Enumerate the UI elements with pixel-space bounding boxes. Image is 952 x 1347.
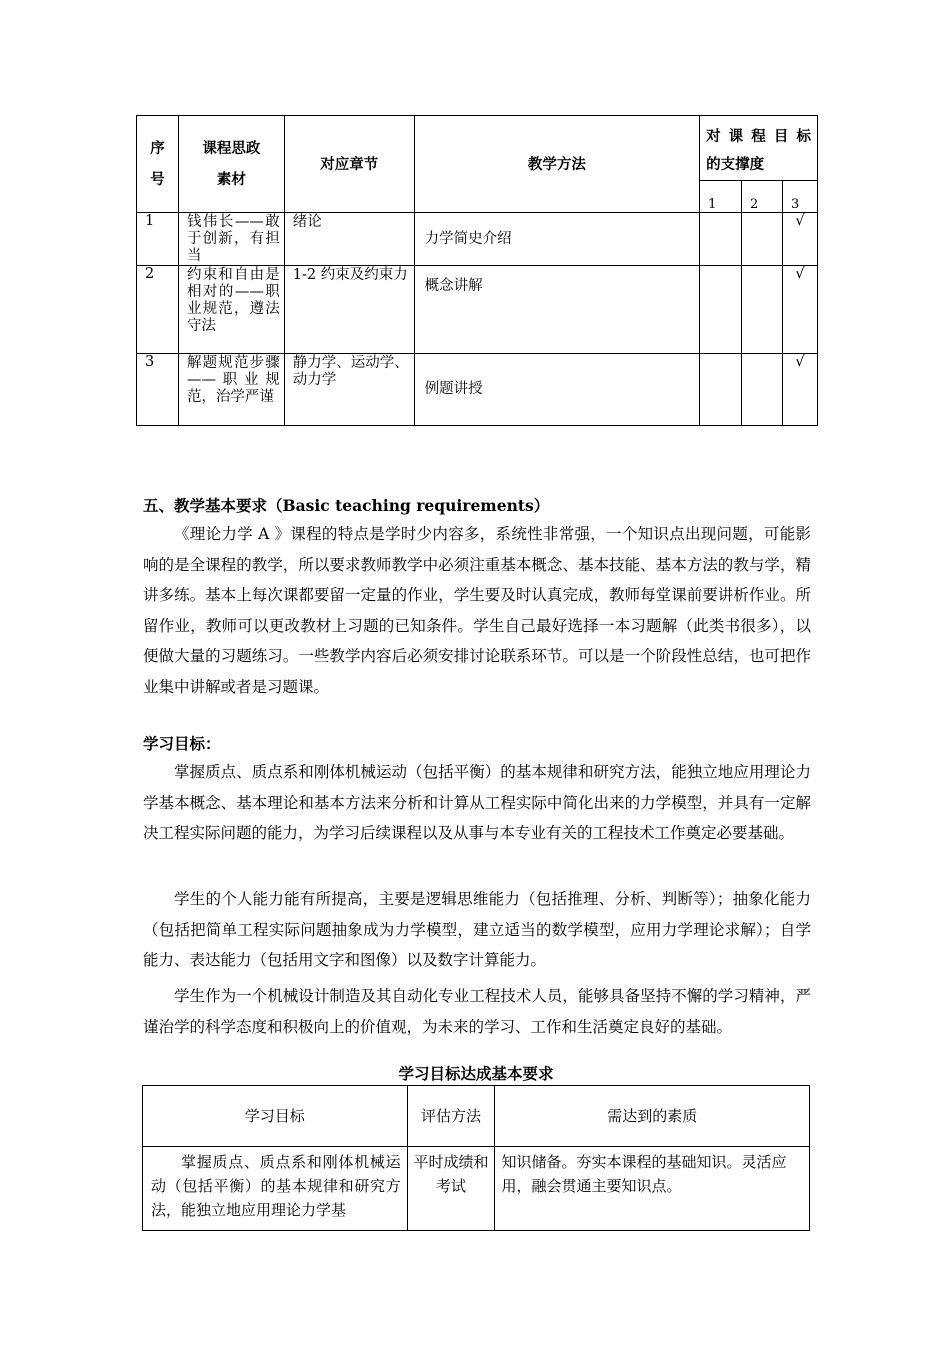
goals-paragraph-1: 掌握质点、质点系和刚体机械运动（包括平衡）的基本规律和研究方法，能独立地应用理论力学基本概念、基本理论和基本方法来分析和计算从工程实际中简化出来的力学模型，并具有一定解决工程实际问题的能力，为学习后续课程以及从事与本专业有关的工程技术工作奠定必要基础。 — [143, 763, 811, 842]
table-row — [137, 266, 818, 354]
row-method: 例题讲授 — [414, 354, 699, 426]
table-row — [137, 354, 818, 426]
row-goal-2 — [742, 213, 783, 266]
row-goal-2 — [742, 354, 783, 426]
row-material: 约束和自由是相对的——职业规范，遵法守法 — [178, 266, 284, 354]
row-material: 钱伟长——敢于创新，有担当 — [178, 213, 284, 266]
row-chapter: 1-2 约束及约束力 — [284, 266, 414, 354]
ideology-material-table — [136, 115, 818, 426]
table-row — [137, 213, 818, 266]
row-material: 解题规范步骤——职业规范，治学严谨 — [178, 354, 284, 426]
header-support: 对课程目标 的支撑度 — [700, 116, 818, 181]
header-material: 课程思政 素材 — [178, 116, 284, 213]
row-goal-3-check: √ — [782, 266, 817, 354]
header-seq: 序 号 — [137, 116, 179, 213]
row-chapter: 静力学、运动学、动力学 — [284, 354, 414, 426]
row-num: 1 — [137, 213, 179, 266]
row-num: 3 — [137, 354, 179, 426]
row-num: 2 — [137, 266, 179, 354]
cell-goal: 掌握质点、质点系和刚体机械运动（包括平衡）的基本规律和研究方法，能独立地应用理论力学基 — [143, 1147, 408, 1231]
header-assessment: 评估方法 — [407, 1086, 495, 1147]
section-heading-goals: 学习目标： — [143, 734, 221, 753]
header-quality: 需达到的素质 — [495, 1086, 810, 1147]
row-goal-3-check: √ — [782, 354, 817, 426]
row-method: 力学简史介绍 — [414, 213, 699, 266]
cell-quality: 知识储备。夯实本课程的基础知识。灵活应用，融会贯通主要知识点。 — [495, 1147, 810, 1231]
row-goal-1 — [700, 266, 742, 354]
cell-assessment: 平时成绩和考试 — [407, 1147, 495, 1231]
header-goal-2: 2 — [742, 181, 783, 213]
row-goal-1 — [700, 354, 742, 426]
goal-requirements-table — [142, 1085, 810, 1231]
goals-paragraph-2: 学生的个人能力能有所提高，主要是逻辑思维能力（包括推理、分析、判断等）；抽象化能力（包括把简单工程实际问题抽象成为力学模型，建立适当的数学模型，应用力学理论求解）；自学能力、表达能力（包括用文字和图像）以及数字计算能力。 — [143, 890, 811, 969]
section-heading-requirements: 五、教学基本要求（Basic teaching requirements） — [143, 496, 550, 515]
row-goal-3-check: √ — [782, 213, 817, 266]
table-caption: 学习目标达成基本要求 — [398, 1064, 554, 1083]
row-goal-2 — [742, 266, 783, 354]
header-chapter: 对应章节 — [284, 116, 414, 213]
row-chapter: 绪论 — [284, 213, 414, 266]
requirements-paragraph: 《理论力学 A 》课程的特点是学时少内容多，系统性非常强，一个知识点出现问题，可能影响的是全课程的教学，所以要求教师教学中必须注重基本概念、基本技能、基本方法的教与学，精讲多练。基本上每次课都要留一定量的作业，学生要及时认真完成，教师每堂课前要讲析作业。所留作业，教师可以更改教材上习题的已知条件。学生自己最好选择一本习题解（此类书很多），以便做大量的习题练习。一些教学内容后必须安排讨论联系环节。可以是一个阶段性总结，也可把作业集中讲解或者是习题课。 — [143, 525, 811, 696]
row-goal-1 — [700, 213, 742, 266]
table-row — [143, 1147, 810, 1231]
goals-paragraph-3: 学生作为一个机械设计制造及其自动化专业工程技术人员，能够具备坚持不懈的学习精神，严谨治学的科学态度和积极向上的价值观，为未来的学习、工作和生活奠定良好的基础。 — [143, 987, 811, 1036]
header-goal: 学习目标 — [143, 1086, 408, 1147]
row-method: 概念讲解 — [414, 266, 699, 354]
header-method: 教学方法 — [414, 116, 699, 213]
header-goal-1: 1 — [700, 181, 742, 213]
header-goal-3: 3 — [782, 181, 817, 213]
